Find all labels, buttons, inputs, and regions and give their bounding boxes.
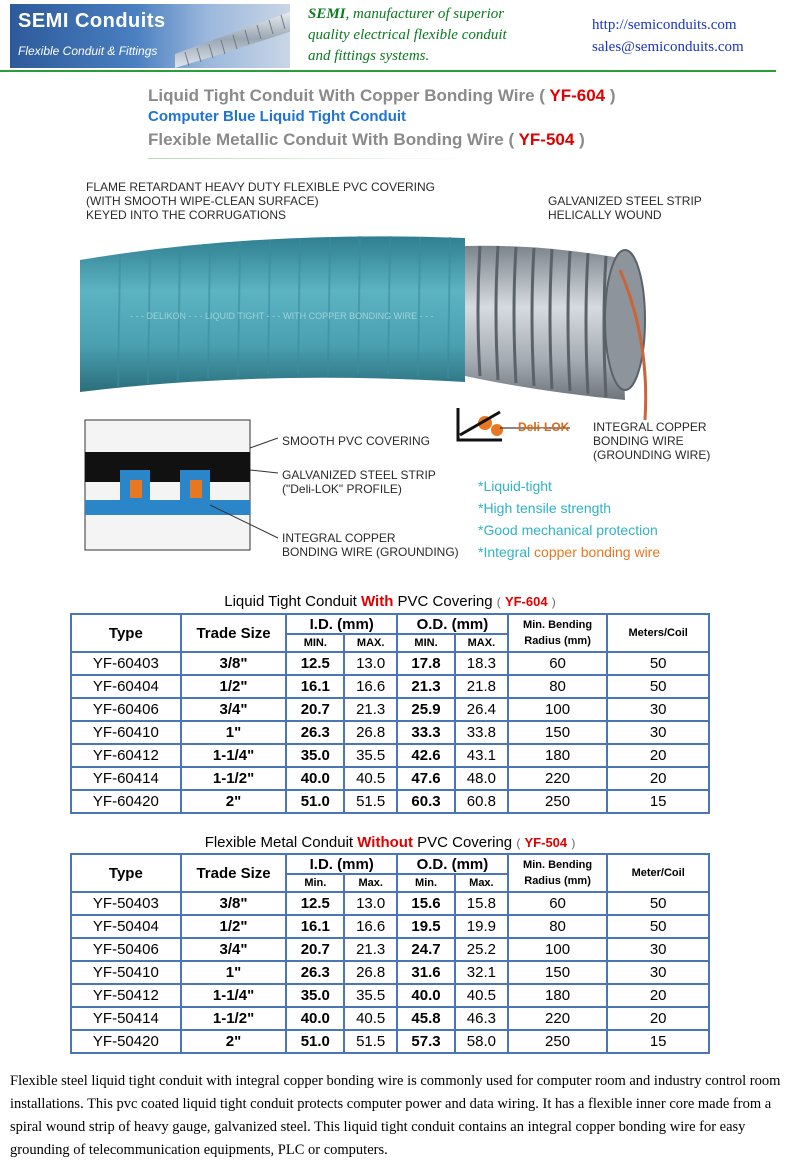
- table1-caption-post: PVC Covering: [393, 593, 493, 610]
- table2-caption-open: (: [516, 836, 521, 850]
- product-titles: [148, 86, 616, 152]
- cell-id-max: 51.5: [344, 1030, 397, 1053]
- logo-subtitle: Flexible Conduit & Fittings: [18, 44, 158, 58]
- cell-per-coil: 30: [607, 698, 709, 721]
- cell-type: YF-60403: [71, 652, 181, 675]
- cell-type: YF-60414: [71, 767, 181, 790]
- cell-od-max: 40.5: [455, 984, 508, 1007]
- col-header-id: I.D. (mm): [286, 614, 397, 634]
- cell-type: YF-50403: [71, 892, 181, 915]
- covering-label-line-2: (WITH SMOOTH WIPE-CLEAN SURFACE): [86, 194, 319, 208]
- cell-bending-radius: 80: [508, 915, 608, 938]
- cell-id-min: 51.0: [286, 790, 344, 813]
- cell-od-min: 19.5: [397, 915, 455, 938]
- col-header-bending-line-1: Min. Bending: [523, 859, 593, 871]
- title-504-open-paren: (: [508, 130, 515, 149]
- cell-id-min: 12.5: [286, 892, 344, 915]
- table-row: [71, 652, 709, 675]
- title-504-code: YF-504: [518, 130, 575, 149]
- cell-id-max: 16.6: [344, 915, 397, 938]
- cell-bending-radius: 150: [508, 721, 608, 744]
- cell-type: YF-50412: [71, 984, 181, 1007]
- cell-od-min: 57.3: [397, 1030, 455, 1053]
- covering-label-line-1: FLAME RETARDANT HEAVY DUTY FLEXIBLE PVC COVERING: [86, 180, 435, 194]
- cell-od-min: 47.6: [397, 767, 455, 790]
- copper-wire-label-line-1: INTEGRAL COPPER: [593, 420, 707, 434]
- cell-type: YF-50414: [71, 1007, 181, 1030]
- table2-caption-pre: Flexible Metal Conduit: [204, 834, 358, 851]
- table-row: [71, 915, 709, 938]
- cell-id-min: 35.0: [286, 744, 344, 767]
- table-row: [71, 961, 709, 984]
- section-strip-label-line-1: GALVANIZED STEEL STRIP: [282, 468, 436, 482]
- cell-trade-size: 2": [181, 1030, 287, 1053]
- section-wire-label: [282, 531, 459, 559]
- cell-id-min: 20.7: [286, 938, 344, 961]
- cell-od-max: 46.3: [455, 1007, 508, 1030]
- cell-od-min: 45.8: [397, 1007, 455, 1030]
- col-header-per-coil: Meter/Coil: [607, 854, 709, 892]
- cell-bending-radius: 150: [508, 961, 608, 984]
- cell-od-min: 25.9: [397, 698, 455, 721]
- table2-caption-close: ): [571, 836, 576, 850]
- website-link[interactable]: http://semiconduits.com: [592, 17, 737, 33]
- col-header-od-max: Max.: [455, 874, 508, 892]
- steel-strip-shape: [465, 246, 625, 400]
- contact-block: [592, 14, 744, 58]
- cell-bending-radius: 250: [508, 790, 608, 813]
- table1-caption-open: (: [496, 595, 501, 609]
- cell-od-max: 32.1: [455, 961, 508, 984]
- title-604-close-paren: ): [609, 86, 616, 105]
- cell-bending-radius: 220: [508, 1007, 608, 1030]
- cell-per-coil: 20: [607, 744, 709, 767]
- tagline-rest: , manufacturer of superior: [345, 6, 505, 22]
- steel-strip-label-line-2: HELICALLY WOUND: [548, 208, 662, 222]
- cell-trade-size: 1/2": [181, 675, 287, 698]
- cell-bending-radius: 180: [508, 984, 608, 1007]
- feature-item: *Good mechanical protection: [478, 522, 658, 538]
- cell-bending-radius: 60: [508, 892, 608, 915]
- company-logo[interactable]: [10, 4, 290, 68]
- cell-per-coil: 50: [607, 915, 709, 938]
- section-strip-label-line-2: ("Deli-LOK" PROFILE): [282, 482, 402, 496]
- yf-504-spec-table: [70, 853, 710, 1054]
- cell-type: YF-50404: [71, 915, 181, 938]
- conduit-tube-icon: [175, 4, 290, 68]
- cell-trade-size: 1/2": [181, 915, 287, 938]
- feature-list: [478, 475, 660, 563]
- col-header-per-coil: Meters/Coil: [607, 614, 709, 652]
- steel-strip-label: [548, 194, 702, 222]
- cell-type: YF-60404: [71, 675, 181, 698]
- cell-per-coil: 20: [607, 767, 709, 790]
- table-row: [71, 675, 709, 698]
- copper-wire-label-line-3: (GROUNDING WIRE): [593, 448, 711, 462]
- table-row: [71, 721, 709, 744]
- cell-type: YF-60406: [71, 698, 181, 721]
- cell-od-max: 21.8: [455, 675, 508, 698]
- cell-type: YF-60412: [71, 744, 181, 767]
- col-header-bending-line-2: Radius (mm): [524, 635, 591, 647]
- col-header-id-min: MIN.: [286, 634, 344, 652]
- title-604-code: YF-604: [549, 86, 606, 105]
- cell-per-coil: 30: [607, 961, 709, 984]
- cell-od-max: 58.0: [455, 1030, 508, 1053]
- cell-id-min: 26.3: [286, 721, 344, 744]
- cell-type: YF-60410: [71, 721, 181, 744]
- cell-trade-size: 1-1/2": [181, 767, 287, 790]
- table1-body: [71, 652, 709, 813]
- table2-caption: [0, 834, 780, 851]
- cell-per-coil: 20: [607, 1007, 709, 1030]
- cell-per-coil: 30: [607, 938, 709, 961]
- table-row: [71, 744, 709, 767]
- cell-od-max: 48.0: [455, 767, 508, 790]
- conduit-illustration: [60, 170, 750, 570]
- logo-title: SEMI Conduits: [18, 10, 166, 32]
- cell-id-max: 16.6: [344, 675, 397, 698]
- cell-od-max: 19.9: [455, 915, 508, 938]
- table-row: [71, 892, 709, 915]
- cell-type: YF-50406: [71, 938, 181, 961]
- cell-bending-radius: 220: [508, 767, 608, 790]
- cell-bending-radius: 100: [508, 938, 608, 961]
- cell-od-max: 15.8: [455, 892, 508, 915]
- table2-caption-code: YF-504: [524, 835, 568, 850]
- cell-od-min: 33.3: [397, 721, 455, 744]
- table2-caption-post: PVC Covering: [412, 834, 513, 851]
- cell-id-max: 26.8: [344, 721, 397, 744]
- cell-per-coil: 50: [607, 892, 709, 915]
- header-divider: [0, 70, 776, 72]
- deli-lok-logo: Deli-LOK: [518, 420, 570, 434]
- title-504-close-paren: ): [579, 130, 585, 149]
- col-header-type: Type: [71, 854, 181, 892]
- col-header-id-max: MAX.: [344, 634, 397, 652]
- col-header-od: O.D. (mm): [397, 614, 508, 634]
- title-divider: [148, 158, 468, 159]
- table1-caption: [0, 593, 780, 610]
- tagline-line-3: and fittings systems.: [308, 48, 430, 64]
- col-header-id-max: Max.: [344, 874, 397, 892]
- col-header-id: I.D. (mm): [286, 854, 397, 874]
- cell-type: YF-50410: [71, 961, 181, 984]
- cell-id-max: 13.0: [344, 892, 397, 915]
- cell-od-min: 24.7: [397, 938, 455, 961]
- copper-wire-label-line-2: BONDING WIRE: [593, 434, 684, 448]
- col-header-bending: [508, 854, 608, 892]
- steel-strip-label-line-1: GALVANIZED STEEL STRIP: [548, 194, 702, 208]
- table-row: [71, 698, 709, 721]
- col-header-od-min: MIN.: [397, 634, 455, 652]
- cell-id-max: 51.5: [344, 790, 397, 813]
- tagline-brand: SEMI: [308, 6, 346, 22]
- product-title-604: [148, 86, 616, 108]
- covering-label-line-3: KEYED INTO THE CORRUGATIONS: [86, 208, 287, 222]
- cell-od-max: 26.4: [455, 698, 508, 721]
- table1-caption-pre: Liquid Tight Conduit: [224, 593, 362, 610]
- cell-id-min: 40.0: [286, 767, 344, 790]
- cell-id-min: 12.5: [286, 652, 344, 675]
- cell-id-max: 35.5: [344, 744, 397, 767]
- cell-id-max: 40.5: [344, 767, 397, 790]
- product-title-computer-blue: Computer Blue Liquid Tight Conduit: [148, 108, 407, 125]
- section-strip-label: [282, 468, 436, 496]
- covering-label: [86, 180, 435, 222]
- table-row: [71, 1030, 709, 1053]
- cell-od-min: 42.6: [397, 744, 455, 767]
- cell-od-max: 25.2: [455, 938, 508, 961]
- site-header: [0, 0, 800, 72]
- cell-per-coil: 20: [607, 984, 709, 1007]
- cell-trade-size: 3/4": [181, 938, 287, 961]
- cell-per-coil: 15: [607, 1030, 709, 1053]
- cell-id-max: 13.0: [344, 652, 397, 675]
- col-header-od-min: Min.: [397, 874, 455, 892]
- cell-od-min: 15.6: [397, 892, 455, 915]
- cell-trade-size: 1-1/4": [181, 984, 287, 1007]
- cell-trade-size: 1-1/2": [181, 1007, 287, 1030]
- cell-per-coil: 30: [607, 721, 709, 744]
- yf-604-spec-table: [70, 613, 710, 814]
- cell-id-max: 21.3: [344, 938, 397, 961]
- table2-body: [71, 892, 709, 1053]
- feature-item: *Liquid-tight: [478, 478, 552, 494]
- table-row: [71, 767, 709, 790]
- table1-caption-emph: With: [361, 593, 394, 610]
- cell-id-max: 40.5: [344, 1007, 397, 1030]
- col-header-id-min: Min.: [286, 874, 344, 892]
- cell-id-min: 51.0: [286, 1030, 344, 1053]
- product-description: Flexible steel liquid tight conduit with integral copper bonding wire is commonly used for computer room and industry control room installations. This pvc coated liquid tight conduit protects computer power and data wiring. It has a flexible inner core made from a spiral wound strip of heavy gauge, galvanized steel. This liquid tight conduit contains an integral copper bonding wire for easy grounding of telecommunication equipments, PLC or computers.: [10, 1073, 781, 1158]
- cell-id-min: 35.0: [286, 984, 344, 1007]
- table-row: [71, 1007, 709, 1030]
- cell-id-max: 26.8: [344, 961, 397, 984]
- cell-od-min: 40.0: [397, 984, 455, 1007]
- cell-per-coil: 50: [607, 675, 709, 698]
- cell-type: YF-50420: [71, 1030, 181, 1053]
- section-wire-label-line-1: INTEGRAL COPPER: [282, 531, 396, 545]
- feature-copper-prefix: *Integral: [478, 544, 535, 560]
- cell-trade-size: 2": [181, 790, 287, 813]
- col-header-trade-size: Trade Size: [181, 854, 287, 892]
- table1-caption-code: YF-604: [504, 594, 548, 609]
- col-header-bending-line-2: Radius (mm): [524, 875, 591, 887]
- cell-od-max: 43.1: [455, 744, 508, 767]
- col-header-od-max: MAX.: [455, 634, 508, 652]
- copper-wire-label: [593, 420, 710, 462]
- cell-od-max: 60.8: [455, 790, 508, 813]
- cell-type: YF-60420: [71, 790, 181, 813]
- table-row: [71, 790, 709, 813]
- title-504-text: Flexible Metallic Conduit With Bonding Wire: [148, 130, 504, 149]
- cell-per-coil: 15: [607, 790, 709, 813]
- cell-bending-radius: 60: [508, 652, 608, 675]
- cell-id-min: 16.1: [286, 915, 344, 938]
- cell-od-max: 33.8: [455, 721, 508, 744]
- section-wire-label-line-2: BONDING WIRE (GROUNDING): [282, 545, 459, 559]
- company-tagline: [308, 4, 538, 67]
- cell-id-max: 35.5: [344, 984, 397, 1007]
- cell-id-max: 21.3: [344, 698, 397, 721]
- col-header-od: O.D. (mm): [397, 854, 508, 874]
- cell-bending-radius: 250: [508, 1030, 608, 1053]
- feature-copper-highlight: copper bonding wire: [534, 544, 661, 560]
- col-header-type: Type: [71, 614, 181, 652]
- cell-od-min: 60.3: [397, 790, 455, 813]
- product-title-504: [148, 130, 616, 152]
- table1-caption-close: ): [551, 595, 556, 609]
- col-header-bending-line-1: Min. Bending: [523, 619, 593, 631]
- title-604-text: Liquid Tight Conduit With Copper Bonding Wire: [148, 86, 535, 105]
- table-row: [71, 984, 709, 1007]
- section-smooth-label: SMOOTH PVC COVERING: [282, 434, 431, 448]
- cell-od-min: 17.8: [397, 652, 455, 675]
- tagline-line-2: quality electrical flexible conduit: [308, 27, 507, 43]
- cell-bending-radius: 100: [508, 698, 608, 721]
- cell-trade-size: 3/4": [181, 698, 287, 721]
- cell-trade-size: 3/8": [181, 652, 287, 675]
- col-header-trade-size: Trade Size: [181, 614, 287, 652]
- cell-trade-size: 1-1/4": [181, 744, 287, 767]
- cell-trade-size: 3/8": [181, 892, 287, 915]
- cell-bending-radius: 80: [508, 675, 608, 698]
- cell-trade-size: 1": [181, 961, 287, 984]
- table2-caption-emph: Without: [357, 834, 413, 851]
- col-header-bending: [508, 614, 608, 652]
- feature-item: *High tensile strength: [478, 500, 612, 516]
- cell-per-coil: 50: [607, 652, 709, 675]
- cell-id-min: 26.3: [286, 961, 344, 984]
- email-link[interactable]: sales@semiconduits.com: [592, 39, 744, 55]
- title-604-open-paren: (: [539, 86, 545, 105]
- cell-id-min: 40.0: [286, 1007, 344, 1030]
- cell-trade-size: 1": [181, 721, 287, 744]
- feature-item-copper: [478, 541, 660, 563]
- cell-id-min: 20.7: [286, 698, 344, 721]
- tube-marking: - - - DELIKON - - - LIQUID TIGHT - - - WITH COPPER BONDING WIRE - - -: [130, 311, 434, 321]
- cell-od-min: 31.6: [397, 961, 455, 984]
- cell-bending-radius: 180: [508, 744, 608, 767]
- cell-od-min: 21.3: [397, 675, 455, 698]
- cell-id-min: 16.1: [286, 675, 344, 698]
- cell-od-max: 18.3: [455, 652, 508, 675]
- table-row: [71, 938, 709, 961]
